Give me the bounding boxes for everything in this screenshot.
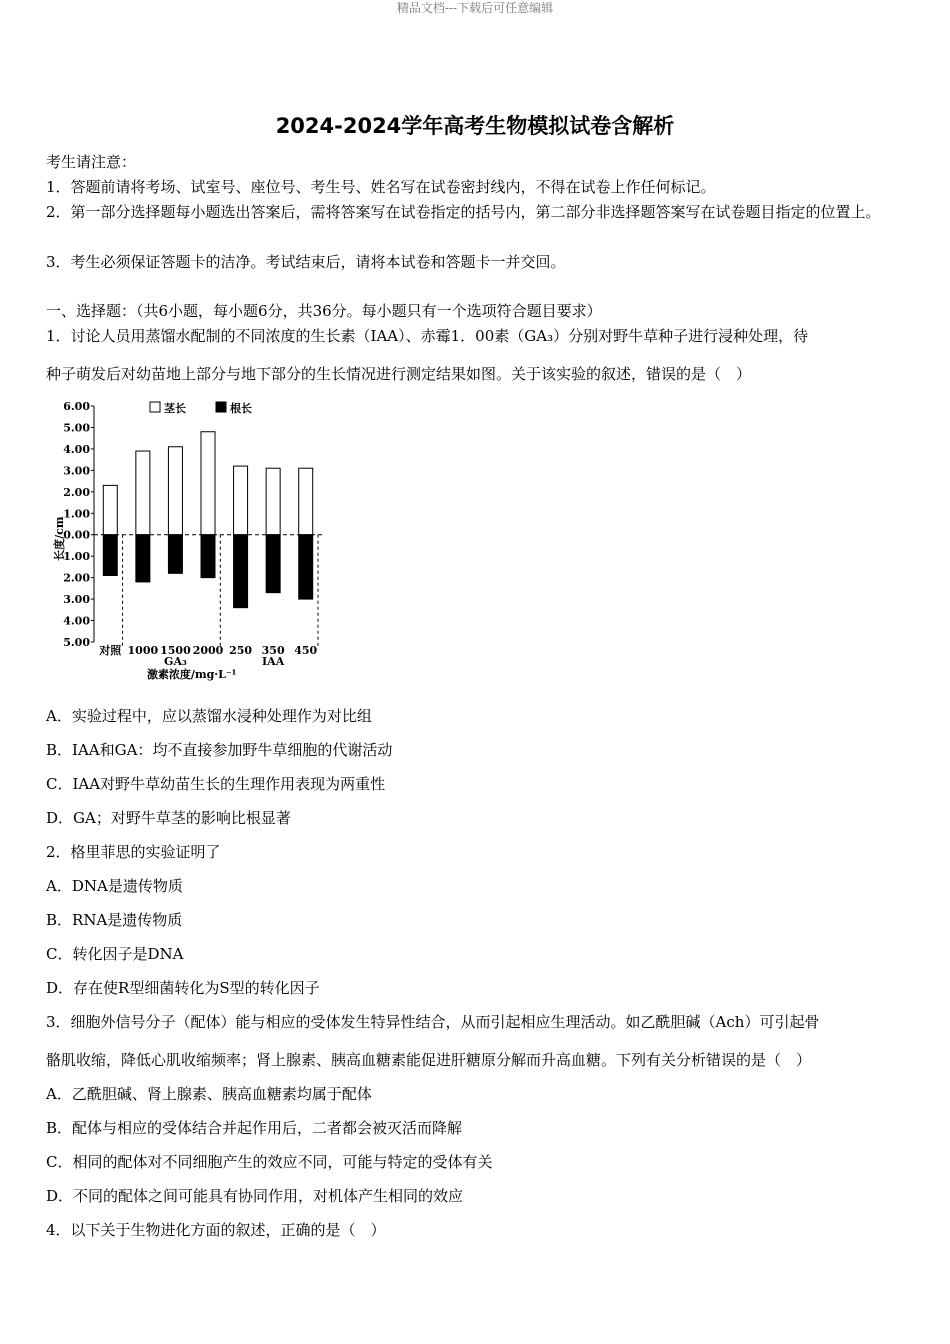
q3-option-a: A．乙酰胆碱、肾上腺素、胰高血糖素均属于配体 bbox=[46, 1085, 372, 1103]
bar-stem-length bbox=[234, 466, 248, 535]
y-tick-label: 1.00 bbox=[63, 507, 90, 521]
y-tick-label: 3.00 bbox=[63, 593, 90, 607]
q4-stem: 4．以下关于生物进化方面的叙述，正确的是（ ） bbox=[46, 1221, 386, 1239]
group-label-ga3: GA₃ bbox=[164, 655, 187, 668]
group-label-iaa: IAA bbox=[262, 655, 285, 668]
q2-option-a: A．DNA是遗传物质 bbox=[46, 877, 183, 895]
q1-stem-line1: 1．讨论人员用蒸馏水配制的不同浓度的生长素（IAA）、赤霉1．00素（GA₃）分别对野牛草种子进行浸种处理，待 bbox=[46, 327, 809, 345]
y-tick-label: 4.00 bbox=[63, 614, 90, 628]
bar-stem-length bbox=[103, 485, 117, 534]
x-tick-label: 450 bbox=[294, 644, 318, 657]
bar-stem-length bbox=[168, 447, 182, 535]
q1-option-d: D．GA；对野牛草茎的影响比根显著 bbox=[46, 809, 291, 827]
x-tick-label: 350 bbox=[261, 644, 285, 657]
q3-stem-line2: 骼肌收缩，降低心肌收缩频率；肾上腺素、胰高血糖素能促进肝糖原分解而升高血糖。下列有关分析错误的是（ ） bbox=[46, 1051, 812, 1069]
x-tick-label: 1000 bbox=[127, 644, 159, 657]
bar-stem-length bbox=[201, 432, 215, 535]
y-tick-label: 5.00 bbox=[63, 636, 90, 649]
q2-option-d: D．存在使R型细菌转化为S型的转化因子 bbox=[46, 979, 320, 997]
x-tick-label: 1500 bbox=[160, 644, 191, 657]
y-tick-label: 1.00 bbox=[63, 550, 90, 564]
q1-option-a: A．实验过程中，应以蒸馏水浸种处理作为对比组 bbox=[46, 707, 372, 725]
section-heading: 一、选择题：（共6小题，每小题6分，共36分。每小题只有一个选项符合题目要求） bbox=[46, 302, 602, 320]
bar-stem-length bbox=[136, 451, 150, 535]
y-tick-label: 0.00 bbox=[63, 528, 90, 542]
x-tick-label: 2000 bbox=[192, 644, 224, 657]
bar-root-length bbox=[266, 535, 280, 593]
q3-option-d: D．不同的配体之间可能具有协同作用，对机体产生相同的效应 bbox=[46, 1187, 464, 1205]
y-tick-label: 3.00 bbox=[63, 464, 90, 478]
bar-root-length bbox=[136, 535, 150, 582]
y-tick-label: 6.00 bbox=[63, 400, 90, 413]
q3-stem-line1: 3．细胞外信号分子（配体）能与相应的受体发生特异性结合，从而引起相应生理活动。如乙酰胆碱（Ach）可引起骨 bbox=[46, 1013, 820, 1031]
bar-root-length bbox=[299, 535, 313, 599]
q1-bar-chart bbox=[52, 396, 332, 690]
bar-root-length bbox=[168, 535, 182, 574]
legend-swatch-stem bbox=[150, 402, 160, 412]
notice-item-3: 3．考生必须保证答题卡的洁净。考试结束后，请将本试卷和答题卡一并交回。 bbox=[46, 253, 566, 271]
y-tick-label: 2.00 bbox=[63, 485, 90, 499]
y-tick-label: 2.00 bbox=[63, 571, 90, 585]
notice-item-2: 2．第一部分选择题每小题选出答案后，需将答案写在试卷指定的括号内，第二部分非选择题答案写在试卷题目指定的位置上。 bbox=[46, 203, 881, 221]
q1-stem-line2: 种子萌发后对幼苗地上部分与地下部分的生长情况进行测定结果如图。关于该实验的叙述，错误的是（ ） bbox=[46, 365, 752, 383]
q1-option-c: C．IAA对野牛草幼苗生长的生理作用表现为两重性 bbox=[46, 775, 386, 793]
notice-heading: 考生请注意： bbox=[46, 153, 137, 171]
x-tick-label: 对照 bbox=[99, 644, 122, 657]
q2-option-c: C．转化因子是DNA bbox=[46, 945, 184, 963]
q2-option-b: B．RNA是遗传物质 bbox=[46, 911, 183, 929]
q3-option-c: C．相同的配体对不同细胞产生的效应不同，可能与特定的受体有关 bbox=[46, 1153, 493, 1171]
q2-stem: 2．格里菲思的实验证明了 bbox=[46, 843, 221, 861]
q1-option-b: B．IAA和GA：均不直接参加野牛草细胞的代谢活动 bbox=[46, 741, 393, 759]
document-title: 2024-2024学年高考生物模拟试卷含解析 bbox=[275, 114, 675, 138]
legend-label-root: 根长 bbox=[230, 402, 252, 415]
x-tick-label: 250 bbox=[229, 644, 253, 657]
bar-stem-length bbox=[266, 468, 280, 535]
bar-root-length bbox=[234, 535, 248, 608]
page-header-note: 精品文档---下载后可任意编辑 bbox=[396, 1, 554, 15]
legend-swatch-root bbox=[216, 402, 226, 412]
x-axis-label: 激素浓度/mg·L⁻¹ bbox=[146, 668, 237, 681]
y-tick-label: 4.00 bbox=[63, 442, 90, 456]
q3-option-b: B．配体与相应的受体结合并起作用后，二者都会被灭活而降解 bbox=[46, 1119, 463, 1137]
legend-label-stem: 茎长 bbox=[164, 402, 186, 415]
y-axis-label: 长度/cm bbox=[53, 516, 66, 561]
notice-item-1: 1．答题前请将考场、试室号、座位号、考生号、姓名写在试卷密封线内，不得在试卷上作任何标记。 bbox=[46, 178, 716, 196]
bar-root-length bbox=[201, 535, 215, 578]
bar-stem-length bbox=[299, 468, 313, 535]
y-tick-label: 5.00 bbox=[63, 421, 90, 435]
bar-root-length bbox=[103, 535, 117, 576]
